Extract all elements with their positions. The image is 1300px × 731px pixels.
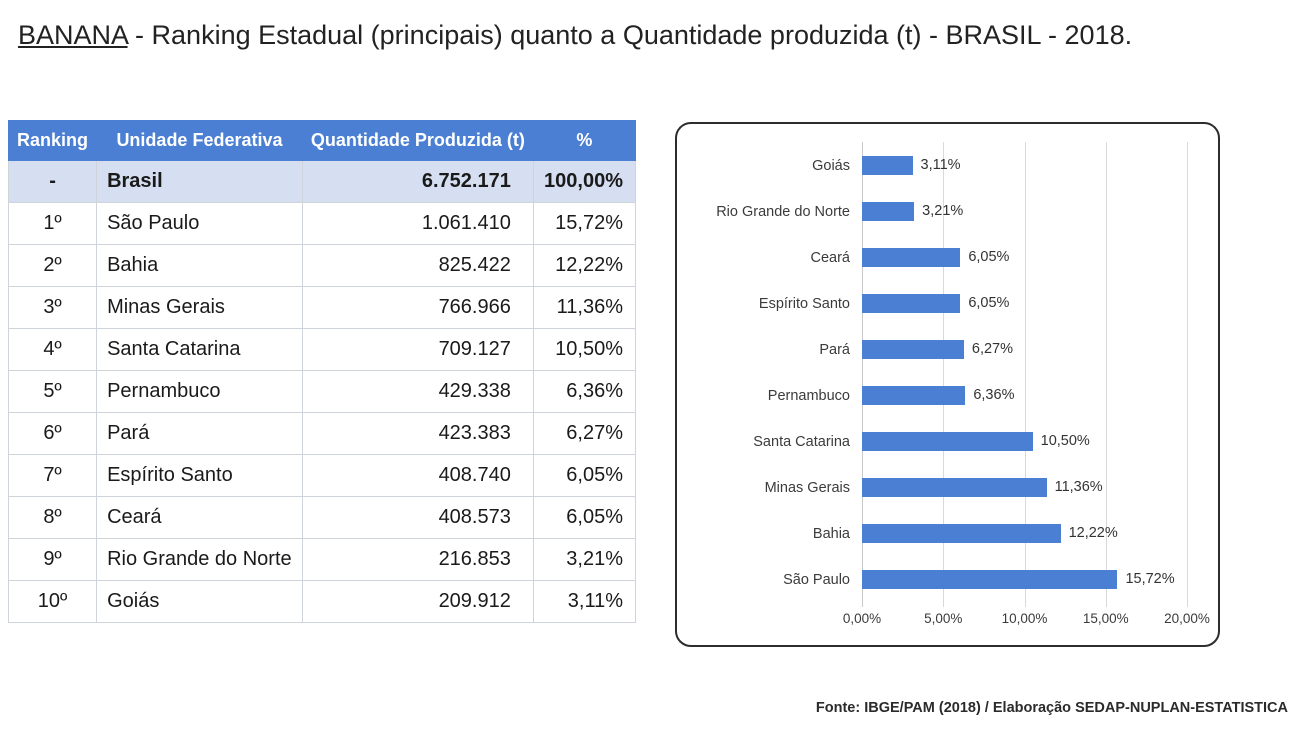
page-title-rest: - Ranking Estadual (principais) quanto a Quantidade produzida (t) - BRASIL - 2018. <box>127 20 1133 50</box>
cell-quantidade: 209.912 <box>302 580 533 622</box>
chart-bar-row <box>695 374 1203 418</box>
source-note: Fonte: IBGE/PAM (2018) / Elaboração SEDAP-NUPLAN-ESTATISTICA <box>815 700 1288 716</box>
cell-percent: 10,50% <box>533 328 635 370</box>
chart-category-label: Ceará <box>810 250 850 266</box>
chart-bar <box>862 340 964 359</box>
chart-bar-track <box>862 466 1202 510</box>
cell-ranking: 7º <box>9 454 97 496</box>
chart-bar-track <box>862 190 1202 234</box>
x-axis-tick-label: 20,00% <box>1164 611 1210 626</box>
chart-value-label: 10,50% <box>1040 433 1090 449</box>
chart-value-label: 3,11% <box>920 157 961 173</box>
chart-value-label: 6,05% <box>968 295 1010 311</box>
cell-quantidade: 6.752.171 <box>302 160 533 202</box>
cell-ranking: 8º <box>9 496 97 538</box>
chart-value-label: 3,21% <box>922 203 964 219</box>
column-header-quantidade: Quantidade Produzida (t) <box>302 121 533 161</box>
table-body <box>9 160 636 622</box>
cell-percent: 6,05% <box>533 454 635 496</box>
table-row <box>9 328 636 370</box>
chart-category-label: Goiás <box>812 158 850 174</box>
x-axis-tick-label: 5,00% <box>924 611 963 626</box>
cell-ranking: 1º <box>9 202 97 244</box>
cell-ranking: 2º <box>9 244 97 286</box>
table-row <box>9 202 636 244</box>
cell-ranking: 5º <box>9 370 97 412</box>
chart-bar-track <box>862 558 1202 602</box>
chart-bar-row <box>695 328 1203 372</box>
ranking-table <box>8 120 636 623</box>
table-row <box>9 454 636 496</box>
chart-bar-row <box>695 558 1203 602</box>
chart-category-label: Minas Gerais <box>764 480 850 496</box>
chart-category-label: Bahia <box>812 526 850 542</box>
x-axis-tick-label: 15,00% <box>1082 611 1129 626</box>
cell-percent: 100,00% <box>533 160 635 202</box>
chart-bar <box>862 156 913 175</box>
chart-bar-row <box>695 512 1203 556</box>
table-row <box>9 244 636 286</box>
cell-percent: 15,72% <box>533 202 635 244</box>
chart-bar <box>862 570 1117 589</box>
page-title-emphasis: BANANA <box>18 20 128 50</box>
chart-category-label: Rio Grande do Norte <box>716 204 850 220</box>
cell-unidade-federativa: Pernambuco <box>97 370 303 412</box>
cell-quantidade: 216.853 <box>302 538 533 580</box>
cell-quantidade: 423.383 <box>302 412 533 454</box>
chart-value-label: 6,05% <box>968 249 1010 265</box>
cell-ranking: 10º <box>9 580 97 622</box>
cell-unidade-federativa: Santa Catarina <box>97 328 303 370</box>
chart-bar-track <box>862 420 1202 464</box>
cell-percent: 3,21% <box>533 538 635 580</box>
chart-bar-track <box>862 512 1202 556</box>
cell-ranking: 9º <box>9 538 97 580</box>
chart-bar-row <box>695 236 1203 280</box>
chart-bar-row <box>695 420 1203 464</box>
cell-quantidade: 408.740 <box>302 454 533 496</box>
cell-unidade-federativa: Goiás <box>97 580 303 622</box>
chart-bar-track <box>862 236 1202 280</box>
chart-panel <box>675 122 1220 647</box>
cell-quantidade: 408.573 <box>302 496 533 538</box>
cell-quantidade: 766.966 <box>302 286 533 328</box>
chart-bar <box>862 202 914 221</box>
x-axis-tick-label: 10,00% <box>1001 611 1048 626</box>
cell-quantidade: 709.127 <box>302 328 533 370</box>
chart-bar-row <box>695 190 1203 234</box>
chart-value-label: 15,72% <box>1125 571 1175 587</box>
table-row <box>9 538 636 580</box>
chart-bar <box>862 386 965 405</box>
cell-quantidade: 825.422 <box>302 244 533 286</box>
table-header-row <box>9 121 636 161</box>
chart-bar <box>862 432 1033 451</box>
cell-unidade-federativa: Rio Grande do Norte <box>97 538 303 580</box>
cell-ranking: - <box>9 160 97 202</box>
chart-value-label: 6,27% <box>971 341 1013 357</box>
cell-unidade-federativa: Bahia <box>97 244 303 286</box>
cell-unidade-federativa: Pará <box>97 412 303 454</box>
cell-percent: 6,36% <box>533 370 635 412</box>
table-row <box>9 412 636 454</box>
chart-category-label: Pernambuco <box>767 388 850 404</box>
chart-bar-row <box>695 466 1203 510</box>
cell-unidade-federativa: Minas Gerais <box>97 286 303 328</box>
cell-ranking: 3º <box>9 286 97 328</box>
chart-bar-track <box>862 282 1202 326</box>
page-title <box>18 18 1248 53</box>
chart-bar-track <box>862 328 1202 372</box>
table-row <box>9 580 636 622</box>
chart-category-label: São Paulo <box>783 572 850 588</box>
chart-bar <box>862 478 1047 497</box>
column-header-unidade-federativa: Unidade Federativa <box>97 121 303 161</box>
chart-bar-track <box>862 144 1202 188</box>
table-row <box>9 160 636 202</box>
table-header <box>9 121 636 161</box>
chart-value-label: 6,36% <box>973 387 1015 403</box>
cell-unidade-federativa: São Paulo <box>97 202 303 244</box>
chart-bar <box>862 524 1061 543</box>
cell-unidade-federativa: Ceará <box>97 496 303 538</box>
cell-unidade-federativa: Brasil <box>97 160 303 202</box>
cell-quantidade: 1.061.410 <box>302 202 533 244</box>
cell-unidade-federativa: Espírito Santo <box>97 454 303 496</box>
table-row <box>9 286 636 328</box>
cell-percent: 6,05% <box>533 496 635 538</box>
chart-bar <box>862 248 960 267</box>
chart-category-label: Espírito Santo <box>758 296 850 312</box>
chart-value-label: 11,36% <box>1054 479 1103 495</box>
chart-bar-row <box>695 144 1203 188</box>
cell-percent: 12,22% <box>533 244 635 286</box>
chart-bar <box>862 294 960 313</box>
chart-category-label: Pará <box>819 342 850 358</box>
chart-plot-area <box>677 124 1218 645</box>
column-header-percent: % <box>533 121 635 161</box>
chart-value-label: 12,22% <box>1068 525 1118 541</box>
cell-percent: 3,11% <box>533 580 635 622</box>
x-axis-tick-label: 0,00% <box>842 611 882 626</box>
chart-category-label: Santa Catarina <box>753 434 850 450</box>
cell-percent: 11,36% <box>533 286 635 328</box>
cell-ranking: 6º <box>9 412 97 454</box>
column-header-ranking: Ranking <box>9 121 97 161</box>
cell-ranking: 4º <box>9 328 97 370</box>
table-row <box>9 496 636 538</box>
cell-percent: 6,27% <box>533 412 635 454</box>
cell-quantidade: 429.338 <box>302 370 533 412</box>
table-row <box>9 370 636 412</box>
chart-bar-track <box>862 374 1202 418</box>
chart-bar-row <box>695 282 1203 326</box>
